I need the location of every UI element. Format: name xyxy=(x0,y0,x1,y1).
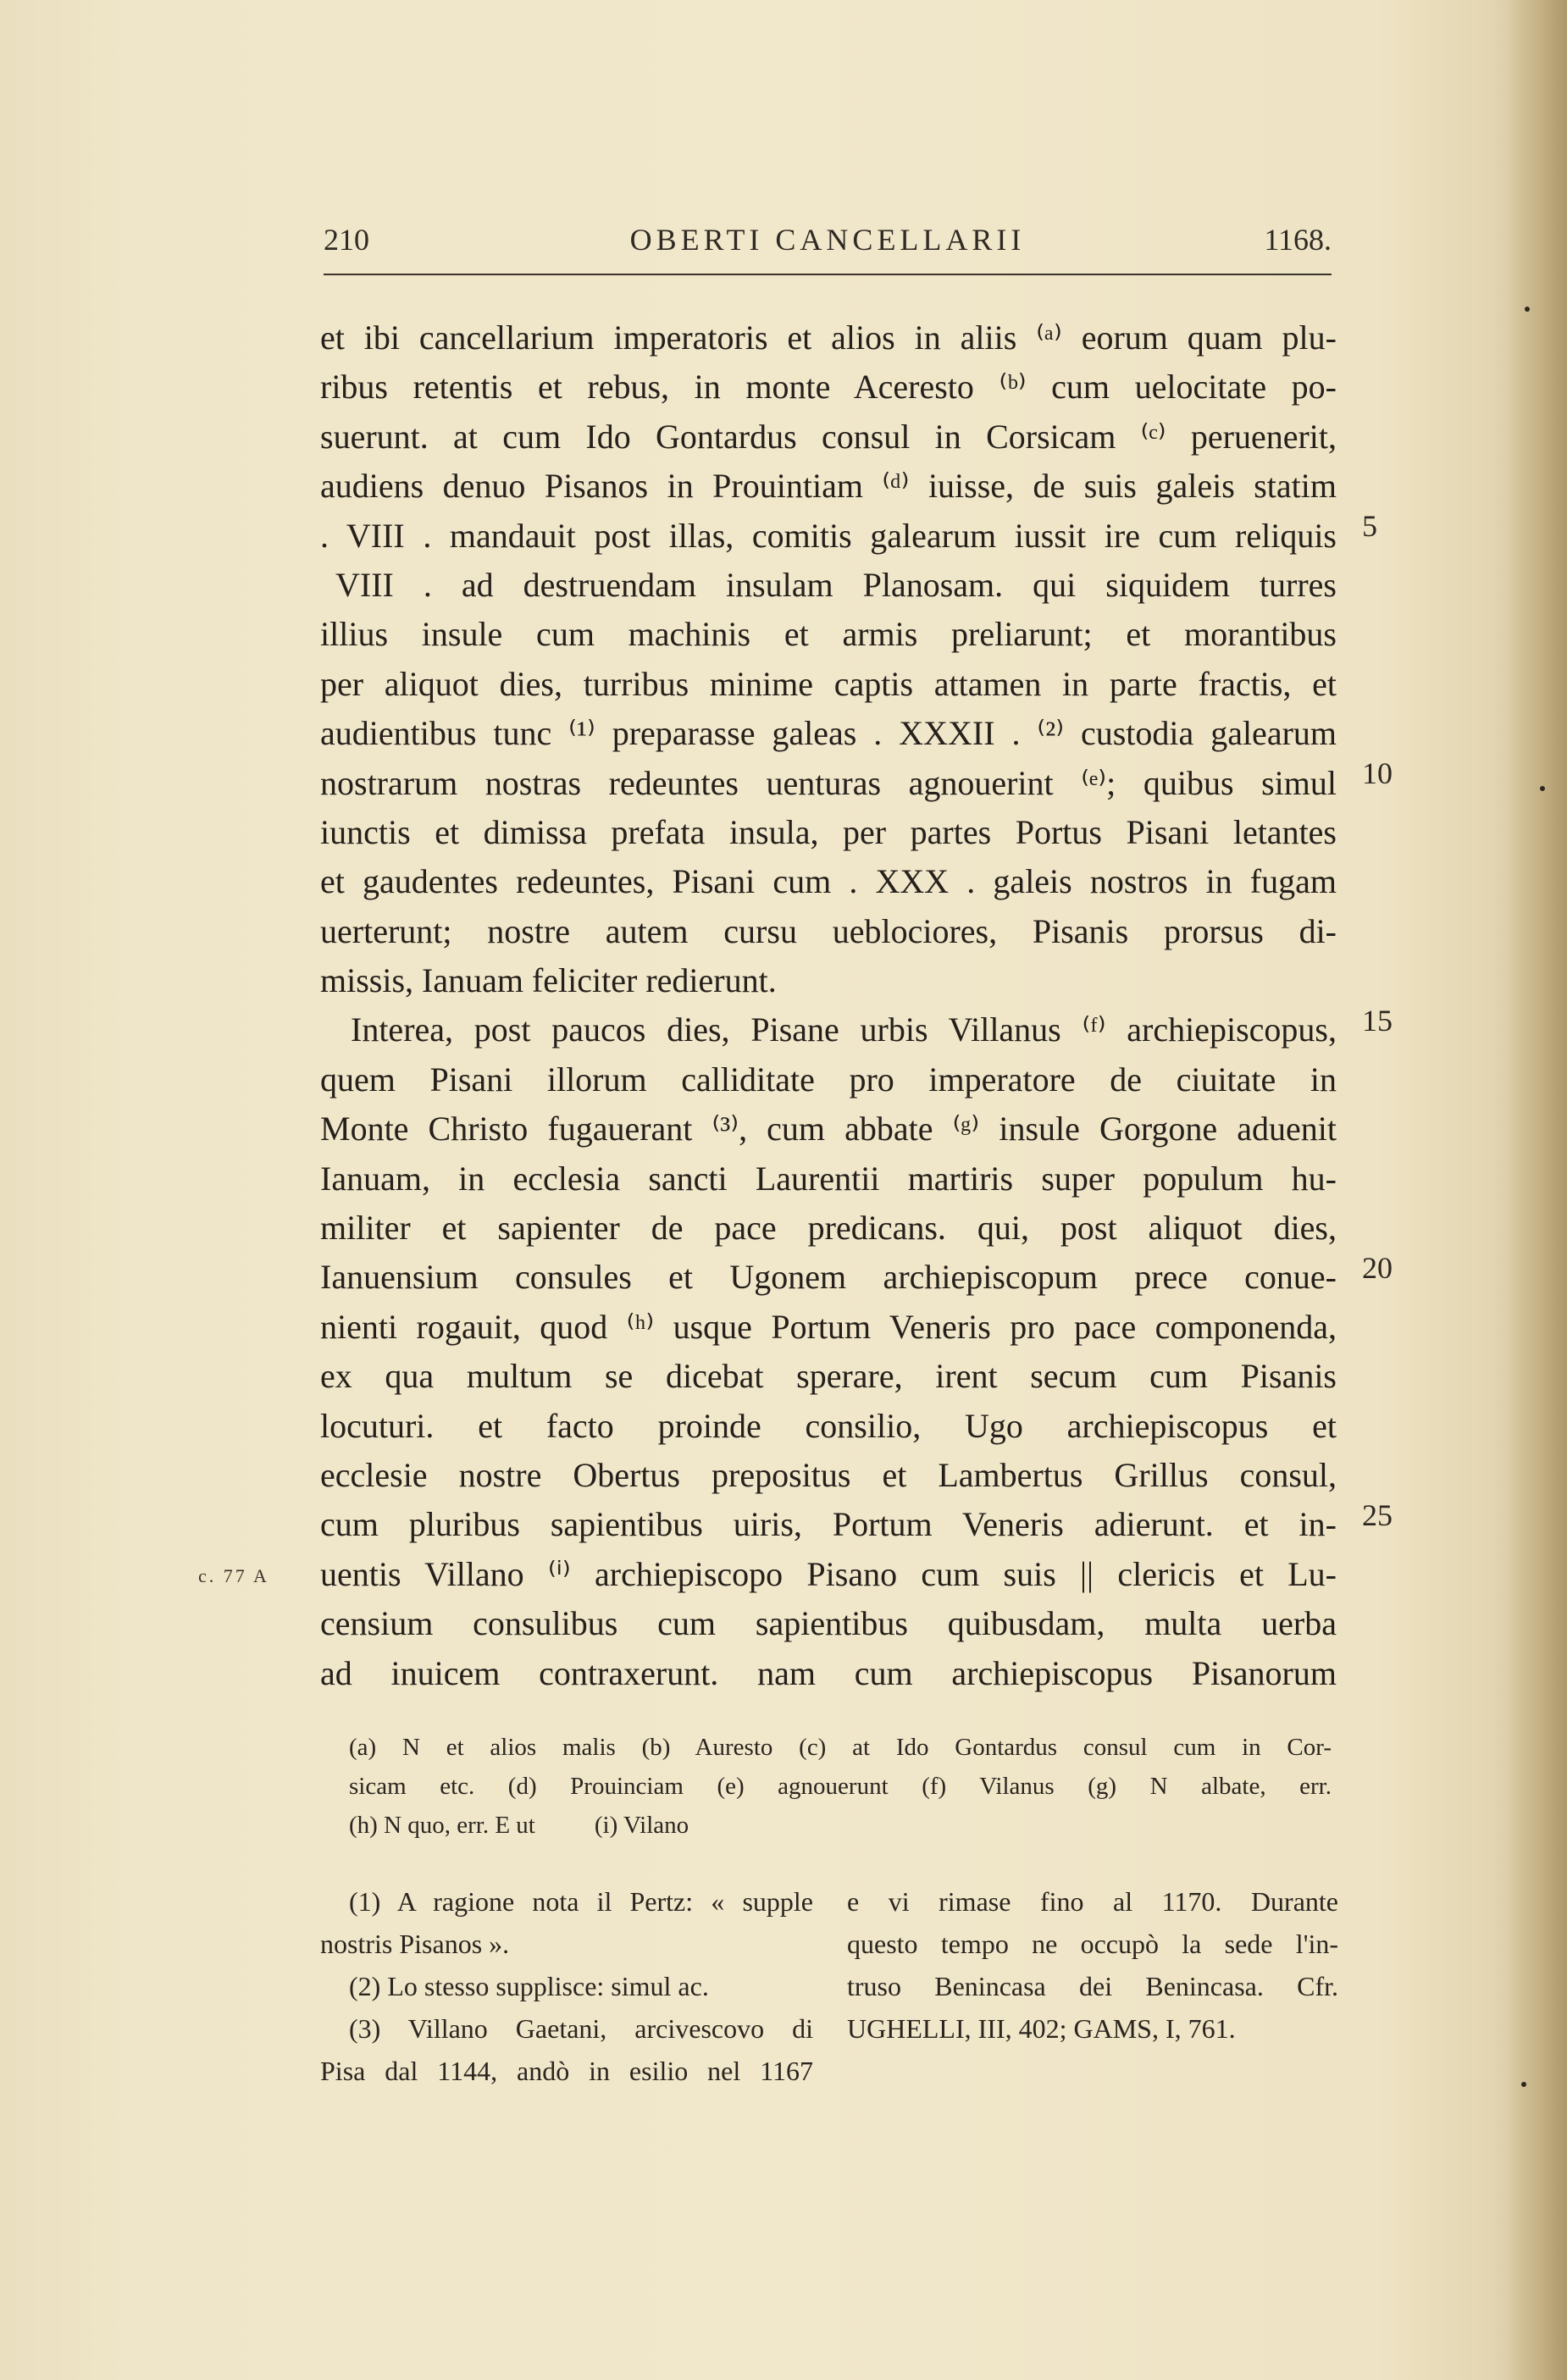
footnote-line: nostris Pisanos ». xyxy=(320,1929,510,1959)
paper-speck xyxy=(1540,786,1545,791)
text-line: censium consulibus cum sapientibus quibusdam, multa uerba xyxy=(320,1604,1337,1643)
main-text xyxy=(320,313,1337,1698)
text-line: ex qua multum se dicebat sperare, irent secum cum Pisanis xyxy=(320,1357,1337,1396)
variant-line xyxy=(349,1806,1332,1845)
text-line: uerterunt; nostre autem cursu ueblociores, Pisanis prorsus di- xyxy=(320,911,1337,950)
text-line: per aliquot dies, turribus minime captis attamen in parte fractis, et xyxy=(320,664,1337,703)
line-number-15: 15 xyxy=(1362,1004,1393,1038)
footnote-line: e vi rimase fino al 1170. Durante xyxy=(847,1886,1338,1917)
text-line: uentis Villano ⁽ⁱ⁾ archiepiscopo Pisano cum suis || clericis et Lu- xyxy=(320,1554,1337,1593)
text-line: audientibus tunc ⁽¹⁾ preparasse galeas . XXXII . ⁽²⁾ custodia galearum xyxy=(320,714,1337,753)
footnote-line: (3) Villano Gaetani, arcivescovo di xyxy=(349,2013,813,2044)
variant-apparatus xyxy=(349,1728,1332,1845)
text-line: nienti rogauit, quod ⁽ʰ⁾ usque Portum Veneris pro pace componenda, xyxy=(320,1307,1337,1346)
footnote-line: (2) Lo stesso supplisce: simul ac. xyxy=(349,1971,709,2001)
text-line: Monte Christo fugauerant ⁽³⁾, cum abbate ⁽ᵍ⁾ insule Gorgone aduenit xyxy=(320,1110,1337,1148)
footnote-line: Pisa dal 1144, andò in esilio nel 1167 xyxy=(320,2056,813,2086)
text-line: quem Pisani illorum calliditate pro imperatore de ciuitate in xyxy=(320,1060,1337,1099)
line-number-25: 25 xyxy=(1362,1498,1393,1532)
text-line: et ibi cancellarium imperatoris et alios in aliis ⁽ᵃ⁾ eorum quam plu- xyxy=(320,318,1337,357)
text-line: ribus retentis et rebus, in monte Aceresto ⁽ᵇ⁾ cum uelocitate po- xyxy=(320,368,1337,407)
footnote-line: UGHELLI, III, 402; GAMS, I, 761. xyxy=(847,2013,1236,2044)
footnote-line: (1) A ragione nota il Pertz: « supple xyxy=(349,1886,813,1917)
header-rule xyxy=(324,274,1332,275)
variant-line: sicam etc. (d) Prouinciam (e) agnouerunt (f) Vilanus (g) N albate, err. xyxy=(349,1773,1332,1800)
text-line: ecclesie nostre Obertus prepositus et Lambertus Grillus consul, xyxy=(320,1455,1337,1494)
text-line: VIII . ad destruendam insulam Planosam. qui siquidem turres xyxy=(335,565,1337,604)
running-year: 1168. xyxy=(1264,223,1332,257)
paper-speck xyxy=(1525,307,1530,312)
line-number-10: 10 xyxy=(1362,756,1393,790)
footnote-line: truso Benincasa dei Benincasa. Cfr. xyxy=(847,1971,1338,2001)
running-title: OBERTI CANCELLARII xyxy=(629,223,1026,257)
page-number: 210 xyxy=(324,223,369,257)
line-number-20: 20 xyxy=(1362,1251,1393,1285)
text-line: Ianuensium consules et Ugonem archiepiscopum prece conue- xyxy=(320,1258,1337,1297)
text-line: illius insule cum machinis et armis preliarunt; et morantibus xyxy=(320,615,1337,654)
text-line: militer et sapienter de pace predicans. qui, post aliquot dies, xyxy=(320,1209,1337,1248)
text-line: Interea, post paucos dies, Pisane urbis Villanus ⁽ᶠ⁾ archiepiscopus, xyxy=(351,1010,1337,1049)
variant-item: (h) N quo, err. E ut xyxy=(349,1812,535,1839)
text-line: nostrarum nostras redeuntes uenturas agnouerint ⁽ᵉ⁾; quibus simul xyxy=(320,763,1337,802)
variant-line: (a) N et alios malis (b) Auresto (c) at Ido Gontardus consul cum in Cor- xyxy=(349,1734,1332,1761)
text-line: iunctis et dimissa prefata insula, per partes Portus Pisani letantes xyxy=(320,812,1337,851)
text-line: audiens denuo Pisanos in Prouintiam ⁽ᵈ⁾ iuisse, de suis galeis statim xyxy=(320,467,1337,506)
text-line: et gaudentes redeuntes, Pisani cum . XXX . galeis nostros in fugam xyxy=(320,862,1337,901)
running-header xyxy=(324,222,1332,269)
footnotes-right-column xyxy=(847,1880,1338,2050)
variant-item: (i) Vilano xyxy=(594,1812,689,1839)
page-edge-shadow xyxy=(1508,0,1567,2380)
text-line: cum pluribus sapientibus uiris, Portum Veneris adierunt. et in- xyxy=(320,1505,1337,1544)
text-line: suerunt. at cum Ido Gontardus consul in Corsicam ⁽ᶜ⁾ peruenerit, xyxy=(320,417,1337,456)
text-line: missis, Ianuam feliciter redierunt. xyxy=(320,961,777,1000)
paper-speck xyxy=(1521,2082,1526,2087)
line-number-5: 5 xyxy=(1362,509,1377,543)
marginal-folio-note: c. 77 A xyxy=(198,1565,269,1586)
footnotes-left-column xyxy=(320,1880,813,2092)
text-line: locuturi. et facto proinde consilio, Ugo archiepiscopus et xyxy=(320,1406,1337,1445)
text-line: Ianuam, in ecclesia sancti Laurentii martiris super populum hu- xyxy=(320,1159,1337,1198)
footnote-line: questo tempo ne occupò la sede l'in- xyxy=(847,1929,1338,1959)
text-line: . VIII . mandauit post illas, comitis galearum iussit ire cum reliquis xyxy=(320,516,1337,555)
text-line: ad inuicem contraxerunt. nam cum archiepiscopus Pisanorum xyxy=(320,1653,1337,1692)
